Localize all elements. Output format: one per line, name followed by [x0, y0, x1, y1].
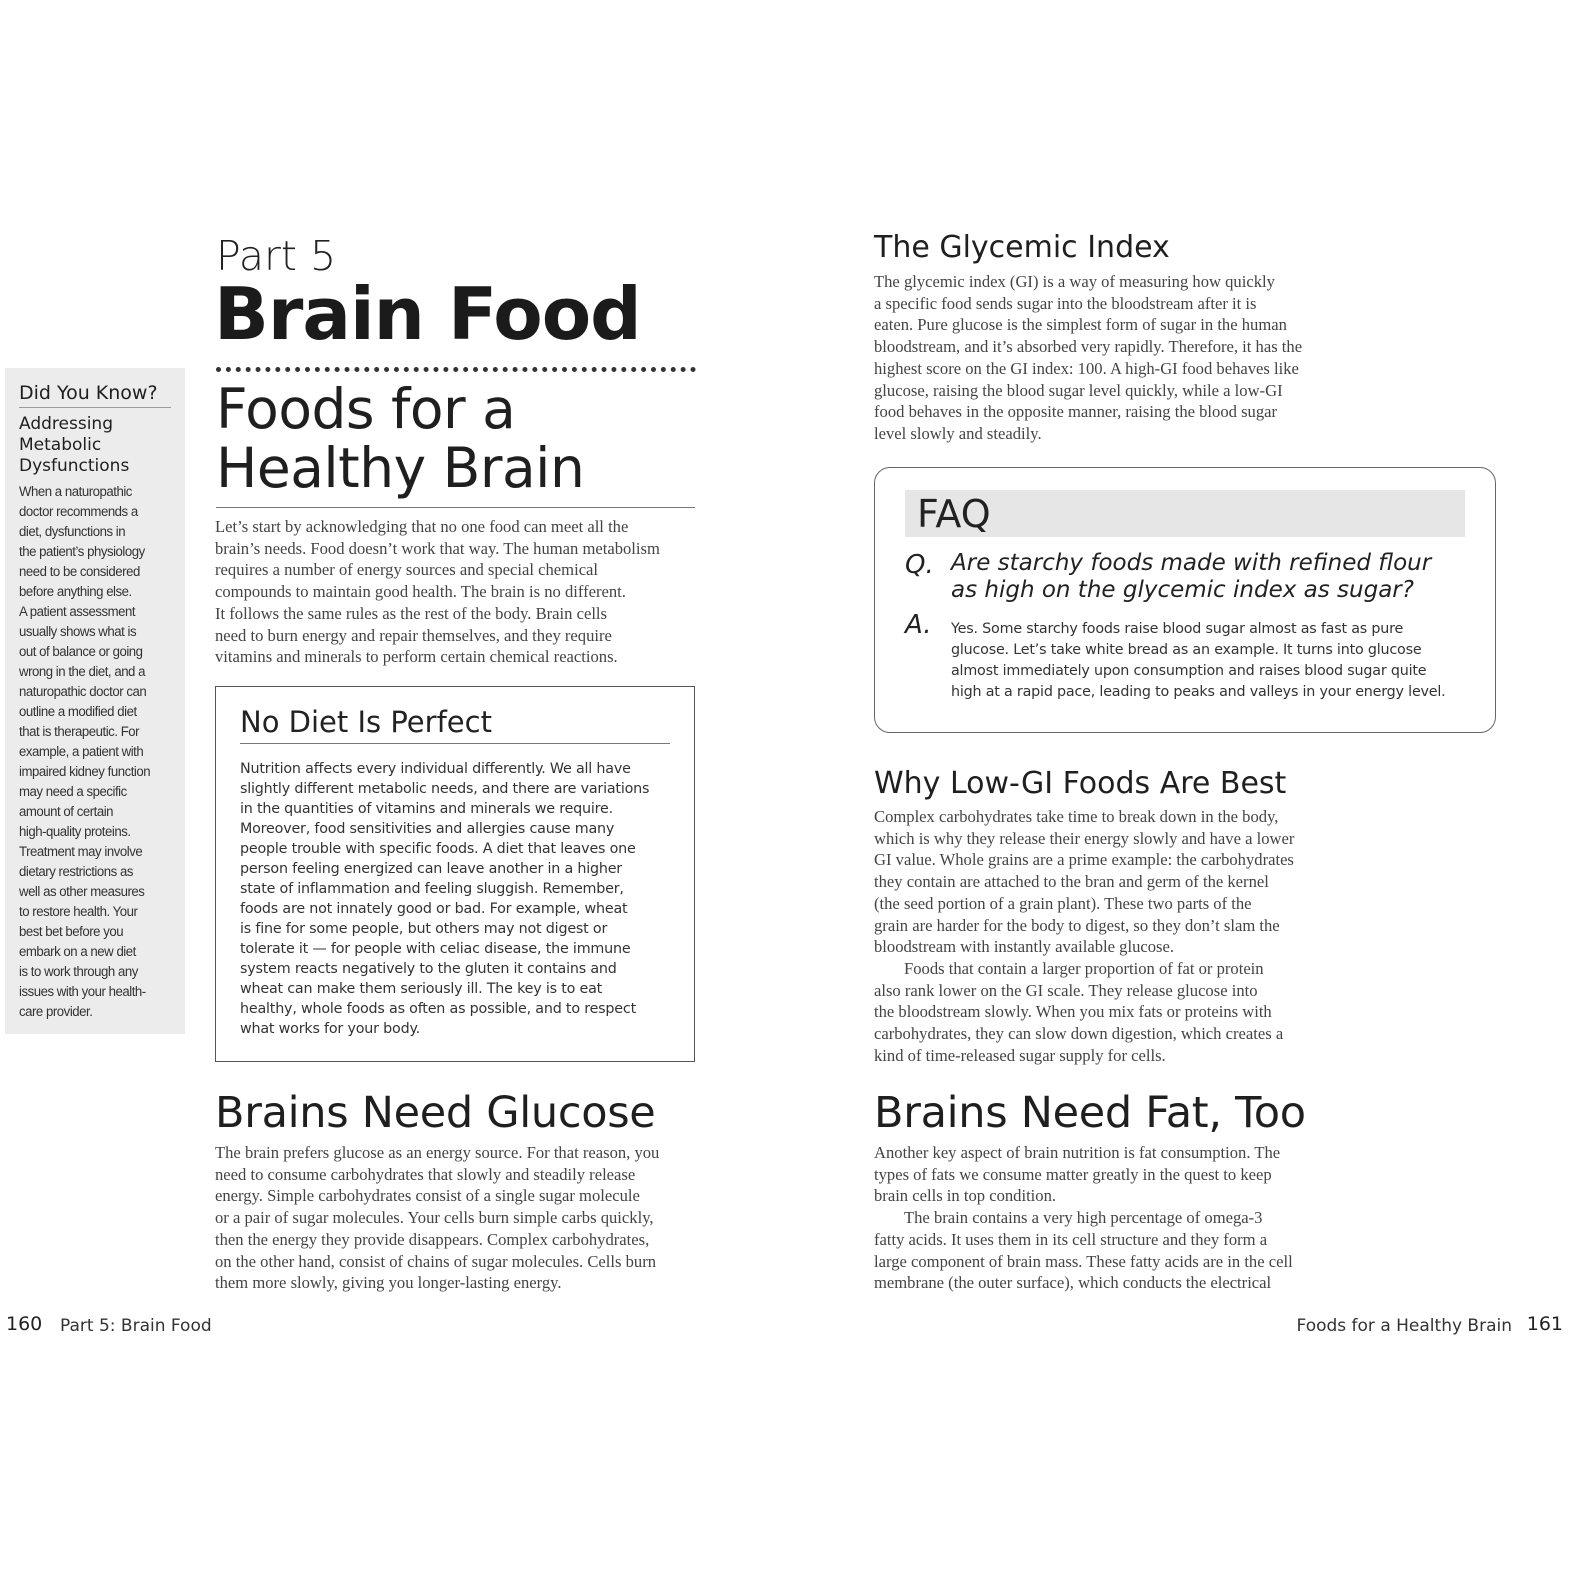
sidebar-heading: Did You Know? — [19, 382, 171, 408]
sidebar-line: Treatment may involve — [19, 844, 143, 860]
faq-answer-line: high at a rapid pace, leading to peaks and valleys in your energy level. — [951, 684, 1446, 700]
lowgi-line: carbohydrates, they can slow down digestion, which creates a — [874, 1024, 1284, 1044]
lowgi-line: bloodstream with instantly available glucose. — [874, 937, 1175, 957]
sidebar-line: is to work through any — [19, 964, 138, 980]
box-title: No Diet Is Perfect — [240, 705, 670, 744]
sidebar-line: need to be considered — [19, 564, 140, 580]
lowgi-line: kind of time-released sugar supply for cells. — [874, 1045, 1166, 1065]
intro-line: compounds to maintain good health. The brain is no different. — [215, 582, 626, 602]
lowgi-line: also rank lower on the GI scale. They release glucose into — [874, 980, 1258, 1000]
gi-line: glucose, raising the blood sugar level quickly, while a low-GI — [874, 380, 1283, 400]
sidebar-line: When a naturopathic — [19, 484, 132, 500]
sidebar-line: embark on a new diet — [19, 944, 136, 960]
glucose-line: on the other hand, consist of chains of sugar molecules. Cells burn — [215, 1251, 657, 1271]
lowgi-line: they contain are attached to the bran and germ of the kernel — [874, 872, 1269, 892]
box-line: in the quantities of vitamins and minerals we require. — [240, 801, 613, 817]
gi-heading: The Glycemic Index — [874, 230, 1170, 265]
gi-line: eaten. Pure glucose is the simplest form of sugar in the human — [874, 315, 1287, 335]
faq-answer-line: almost immediately upon consumption and raises blood sugar quite — [951, 663, 1427, 679]
chapter-title — [216, 377, 585, 500]
sidebar-subheading-line: Metabolic — [19, 435, 102, 455]
gi-line: bloodstream, and it’s absorbed very rapidly. Therefore, it has the — [874, 337, 1303, 357]
faq-question — [951, 550, 1471, 604]
left-running-head: Part 5: Brain Food — [60, 1316, 212, 1336]
glucose-line: need to consume carbohydrates that slowly and steadily release — [215, 1164, 636, 1184]
fat-line: Another key aspect of brain nutrition is fat consumption. The — [874, 1143, 1281, 1162]
sidebar-line: naturopathic doctor can — [19, 684, 147, 700]
sidebar-line: before anything else. — [19, 584, 132, 600]
gi-line: a specific food sends sugar into the bloodstream after it is — [874, 293, 1257, 313]
sidebar-line: impaired kidney function — [19, 764, 151, 780]
glucose-paragraph — [215, 1142, 705, 1294]
intro-line: vitamins and minerals to perform certain chemical reactions. — [215, 647, 618, 667]
intro-line: Let’s start by acknowledging that no one food can meet all the — [215, 517, 629, 536]
dotted-divider — [216, 367, 696, 372]
sidebar-subheading-line: Addressing — [19, 414, 113, 434]
fat-line: The brain contains a very high percentage of omega-3 — [904, 1208, 1263, 1228]
gi-paragraph — [874, 271, 1364, 445]
sidebar-line: amount of certain — [19, 804, 114, 820]
lowgi-line: Complex carbohydrates take time to break down in the body, — [874, 807, 1279, 826]
sidebar-line: A patient assessment — [19, 604, 136, 620]
sidebar-line: out of balance or going — [19, 644, 143, 660]
chapter-title-line: Foods for a — [216, 377, 516, 441]
box-line: what works for your body. — [240, 1021, 421, 1037]
lowgi-line: the bloodstream slowly. When you mix fats or proteins with — [874, 1002, 1272, 1022]
faq-answer — [951, 619, 1491, 703]
glucose-line: them more slowly, giving you longer-lasting energy. — [215, 1273, 562, 1293]
gi-line: The glycemic index (GI) is a way of measuring how quickly — [874, 272, 1275, 291]
sidebar-line: that is therapeutic. For — [19, 724, 140, 740]
chapter-rule — [216, 507, 695, 508]
sidebar-line: diet, dysfunctions in — [19, 524, 126, 540]
faq-title: FAQ — [917, 492, 991, 536]
fat-line: fatty acids. It uses them in its cell structure and they form a — [874, 1229, 1268, 1249]
sidebar-line: well as other measures — [19, 884, 145, 900]
left-page-number: 160 — [6, 1313, 43, 1335]
box-line: Nutrition affects every individual differently. We all have — [240, 761, 631, 777]
faq-q-letter: Q. — [905, 550, 934, 580]
sidebar-line: dietary restrictions as — [19, 864, 133, 880]
box-line: foods are not innately good or bad. For example, wheat — [240, 901, 628, 917]
faq-question-line: Are starchy foods made with refined flour — [951, 550, 1432, 576]
lowgi-line: grain are harder for the body to digest, so they don’t slam the — [874, 915, 1280, 935]
box-line: state of inflammation and feeling sluggish. Remember, — [240, 881, 624, 897]
sidebar-subheading — [19, 414, 179, 477]
lowgi-line: GI value. Whole grains are a prime example: the carbohydrates — [874, 850, 1294, 870]
box-line: person feeling energized can leave another in a higher — [240, 861, 622, 877]
faq-answer-line: glucose. Let’s take white bread as an example. It turns into glucose — [951, 642, 1422, 658]
sidebar-line: may need a specific — [19, 784, 127, 800]
gi-line: highest score on the GI index: 100. A high-GI food behaves like — [874, 358, 1299, 378]
lowgi-line: which is why they release their energy slowly and have a lower — [874, 828, 1295, 848]
glucose-heading: Brains Need Glucose — [215, 1088, 656, 1138]
sidebar-line: to restore health. Your — [19, 904, 138, 920]
intro-line: It follows the same rules as the rest of the body. Brain cells — [215, 603, 608, 623]
box-line: people trouble with specific foods. A diet that leaves one — [240, 841, 636, 857]
sidebar-line: example, a patient with — [19, 744, 144, 760]
sidebar-subheading-line: Dysfunctions — [19, 456, 130, 476]
right-running-head: Foods for a Healthy Brain — [1296, 1316, 1512, 1336]
sidebar-line: usually shows what is — [19, 624, 137, 640]
intro-line: requires a number of energy sources and special chemical — [215, 560, 599, 580]
faq-question-line: as high on the glycemic index as sugar? — [951, 577, 1414, 603]
faq-box — [874, 467, 1496, 733]
sidebar-line: care provider. — [19, 1004, 93, 1020]
fat-line: large component of brain mass. These fatty acids are in the cell — [874, 1251, 1293, 1271]
sidebar-line: best bet before you — [19, 924, 124, 940]
box-line: tolerate it — for people with celiac disease, the immune — [240, 941, 631, 957]
fat-heading: Brains Need Fat, Too — [874, 1088, 1306, 1138]
lowgi-heading: Why Low-GI Foods Are Best — [874, 766, 1287, 801]
faq-title-bar — [905, 490, 1465, 537]
fat-line: types of fats we consume matter greatly in the quest to keep — [874, 1164, 1272, 1184]
glucose-line: energy. Simple carbohydrates consist of a single sugar molecule — [215, 1186, 640, 1206]
faq-a-letter: A. — [905, 610, 932, 640]
sidebar-line: issues with your health- — [19, 984, 146, 1000]
fat-paragraph — [874, 1142, 1364, 1294]
faq-answer-line: Yes. Some starchy foods raise blood sugar almost as fast as pure — [951, 621, 1404, 637]
no-diet-box — [215, 686, 695, 1062]
part-label: Part 5 — [216, 232, 337, 280]
box-line: Moreover, food sensitivities and allergies cause many — [240, 821, 615, 837]
lowgi-line: Foods that contain a larger proportion of fat or protein — [904, 958, 1264, 978]
fat-line: membrane (the outer surface), which conducts the electrical — [874, 1273, 1272, 1293]
lowgi-line: (the seed portion of a grain plant). These two parts of the — [874, 893, 1252, 913]
gi-line: level slowly and steadily. — [874, 423, 1042, 443]
did-you-know-sidebar — [5, 368, 185, 1034]
sidebar-line: wrong in the diet, and a — [19, 664, 146, 680]
sidebar-line: the patient’s physiology — [19, 544, 145, 560]
gi-line: food behaves in the opposite manner, raising the blood sugar — [874, 402, 1278, 422]
lowgi-paragraph — [874, 806, 1364, 1066]
box-line: is fine for some people, but others may not digest or — [240, 921, 608, 937]
box-line: wheat can make them seriously ill. The key is to eat — [240, 981, 603, 997]
box-body — [240, 759, 680, 1039]
intro-line: brain’s needs. Food doesn’t work that way. The human metabolism — [215, 538, 660, 558]
glucose-line: then the energy they provide disappears. Complex carbohydrates, — [215, 1229, 650, 1249]
sidebar-body — [19, 482, 170, 1022]
sidebar-line: doctor recommends a — [19, 504, 138, 520]
glucose-line: The brain prefers glucose as an energy source. For that reason, you — [215, 1143, 660, 1162]
chapter-title-line: Healthy Brain — [216, 436, 585, 500]
intro-line: need to burn energy and repair themselves, and they require — [215, 625, 612, 645]
box-line: system reacts negatively to the gluten it contains and — [240, 961, 617, 977]
sidebar-line: high-quality proteins. — [19, 824, 131, 840]
part-title: Brain Food — [214, 272, 641, 356]
box-line: healthy, whole foods as often as possible, and to respect — [240, 1001, 636, 1017]
fat-line: brain cells in top condition. — [874, 1186, 1057, 1206]
box-line: slightly different metabolic needs, and there are variations — [240, 781, 650, 797]
sidebar-line: outline a modified diet — [19, 704, 137, 720]
right-page-number: 161 — [1526, 1313, 1563, 1335]
intro-paragraph — [215, 516, 695, 668]
glucose-line: or a pair of sugar molecules. Your cells burn simple carbs quickly, — [215, 1208, 654, 1228]
